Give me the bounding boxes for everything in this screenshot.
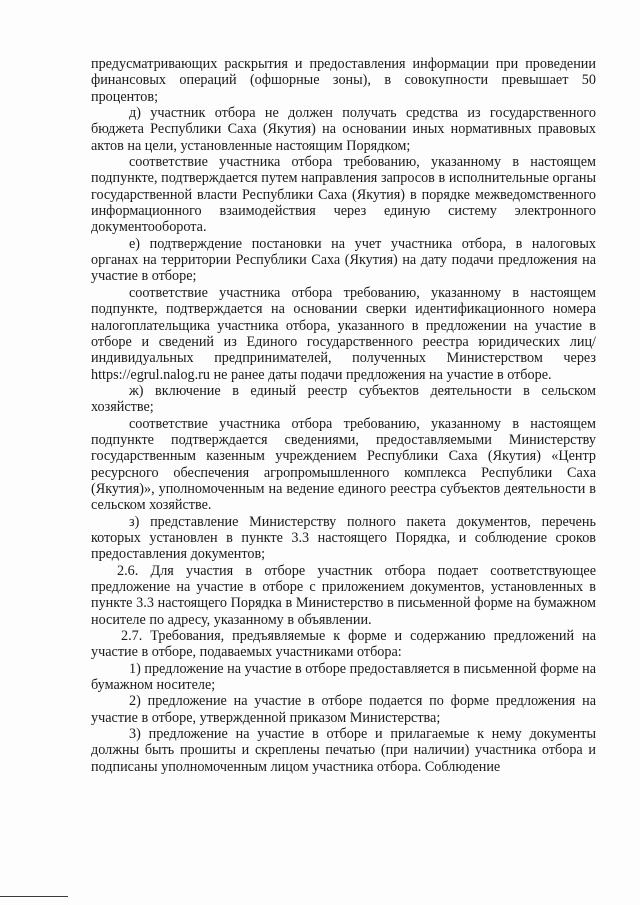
paragraph-requirement-zh-verification: соответствие участника отбора требованию, указанному в настоящем подпункте подтверждается сведениями, предоставляемыми Министерству государственным казенным учреждением Республики Саха (Якутия) «Центр ресурсного обеспечения агропромышленного комплекса Республики Саха (Якутия)», уполномоченным на ведение единого реестра субъектов деятельности в сельском хозяйстве. [91,415,596,514]
paragraph-form-item-1: 1) предложение на участие в отборе предоставляется в письменной форме на бумажном носителе; [91,660,596,694]
paragraph-form-item-2: 2) предложение на участие в отборе подается по форме предложения на участие в отборе, утвержденной приказом Министерства; [91,693,596,726]
paragraph-requirement-zh: ж) включение в единый реестр субъектов деятельности в сельском хозяйстве; [91,382,596,416]
paragraph-requirement-e-verification-tail: не ранее даты подачи предложения на участие в отборе. [210,366,552,383]
paragraph-requirement-z: з) представление Министерству полного пакета документов, перечень которых установлен в пункте 3.3 настоящего Порядка, и соблюдение сроков предоставления документов; [91,513,596,563]
paragraph-requirement-e-verification-text: соответствие участника отбора требованию, указанному в настоящем подпункте, подтверждается на основании сверки идентификационного номера налогоплательщика участника отбора, указанного в предложении на участие в отборе и сведений из Единого государственного реестра юридических лиц/индивидуальных предпринимателей, полученных Министерством через [91,284,596,367]
egrul-link[interactable]: https://egrul.nalog.ru [91,366,211,383]
paragraph-offshore-continuation: предусматривающих раскрытия и предоставления информации при проведении финансовых операций (офшорные зоны), в совокупности превышает 50 процентов; [91,56,596,105]
paragraph-requirement-d-verification: соответствие участника отбора требованию, указанному в настоящем подпункте, подтверждается путем направления запросов в исполнительные органы государственной власти Республики Саха (Якутия) в порядке межведомственного информационного взаимодействия через единую систему электронного документооборота. [91,154,596,236]
paragraph-form-item-3: 3) предложение на участие в отборе и прилагаемые к нему документы должны быть прошиты и скреплены печатью (при наличии) участника отбора и подписаны уполномоченным лицом участника отбора. Соблюдение [91,726,596,775]
paragraph-section-2-6: 2.6. Для участия в отборе участник отбора подает соответствующее предложение на участие в отборе с приложением документов, установленных в пункте 3.3 настоящего Порядка в Министерство в письменной форме на бумажном носителе по адресу, указанному в объявлении. [91,562,596,628]
paragraph-section-2-7: 2.7. Требования, предъявляемые к форме и содержанию предложений на участие в отборе, подаваемых участниками отбора: [91,628,596,661]
paragraph-requirement-d: д) участник отбора не должен получать средства из государственного бюджета Республики Саха (Якутия) на основании иных нормативных правовых актов на цели, установленные настоящим Порядком; [91,105,596,154]
footer-rule [0,896,68,897]
document-body [91,56,596,775]
paragraph-requirement-e: е) подтверждение постановки на учет участника отбора, в налоговых органах на территории Республики Саха (Якутия) на дату подачи предложения на участие в отборе; [91,235,596,285]
paragraph-requirement-e-verification [91,285,596,383]
